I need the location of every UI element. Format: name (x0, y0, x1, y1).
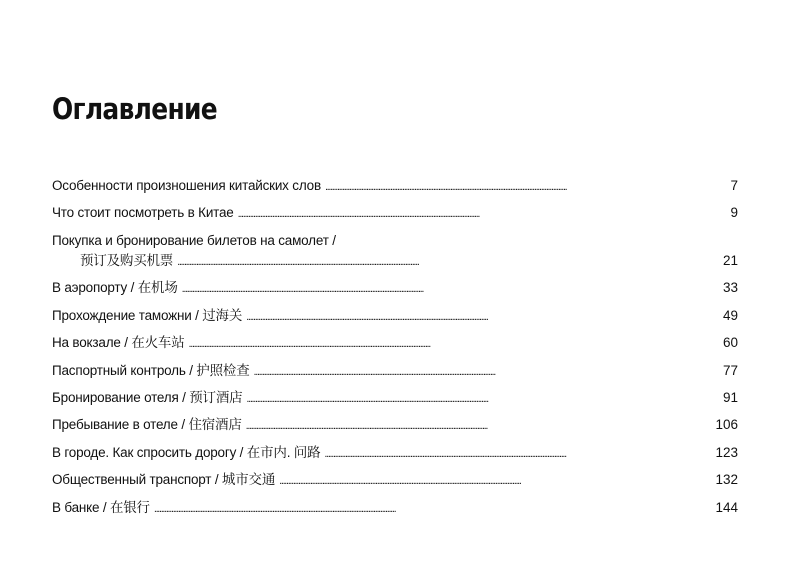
toc-entry (52, 176, 738, 203)
toc-entry (52, 388, 738, 415)
toc-page-number: 132 (715, 472, 738, 488)
toc-entry-title: Что стоит посмотреть в Китае (52, 205, 234, 221)
toc-entry-continuation-line (52, 251, 738, 271)
page-title: Оглавление (52, 92, 218, 126)
toc-entry (52, 231, 738, 279)
toc-page-number: 91 (722, 389, 738, 405)
toc-entry-line (52, 231, 738, 251)
toc-entry-title-continuation: 预订及购买机票 (80, 252, 174, 268)
toc-page-number: 123 (715, 444, 738, 460)
dot-leader (177, 251, 719, 272)
toc-entry (52, 333, 738, 360)
toc-page-number: 21 (722, 252, 738, 268)
dot-leader (325, 176, 727, 197)
toc-entry (52, 498, 738, 525)
toc-entry (52, 443, 738, 470)
dot-leader (324, 443, 711, 464)
toc-entry (52, 361, 738, 388)
toc-entry-title: Прохождение таможни / 过海关 (52, 307, 243, 323)
toc-entry-line (52, 388, 738, 408)
dot-leader (279, 470, 711, 491)
toc-page-number: 33 (722, 280, 738, 296)
toc-entry-title: В банке / 在银行 (52, 499, 150, 515)
toc-entry-line (52, 176, 738, 196)
toc-entry-title: Особенности произношения китайских слов (52, 178, 321, 193)
toc-entry-title: Покупка и бронирование билетов на самолет / (52, 232, 336, 248)
toc-entry-line (52, 333, 738, 353)
toc-entry (52, 203, 738, 230)
toc-page-number: 106 (715, 417, 738, 433)
toc-entry-title: Пребывание в отеле / 住宿酒店 (52, 417, 242, 433)
dot-leader (246, 415, 712, 436)
toc-entry-line (52, 361, 738, 381)
toc-page-number: 49 (722, 307, 738, 323)
toc-page-number: 144 (715, 499, 738, 515)
toc-entry-title: Бронирование отеля / 预订酒店 (52, 389, 243, 405)
toc-entry (52, 415, 738, 442)
table-of-contents (52, 176, 738, 525)
dot-leader (254, 361, 719, 382)
toc-entry-title: В аэропорту / 在机场 (52, 280, 178, 296)
toc-entry-line (52, 203, 738, 223)
toc-entry-line (52, 443, 738, 463)
toc-entry-line (52, 415, 738, 435)
dot-leader (246, 306, 719, 327)
toc-page-number: 9 (730, 205, 738, 221)
toc-entry-line (52, 498, 738, 518)
toc-entry-title: На вокзале / 在火车站 (52, 335, 185, 351)
toc-entry-title: Паспортный контроль / 护照检查 (52, 362, 250, 378)
toc-page-number: 7 (730, 178, 738, 193)
toc-page-number: 60 (722, 335, 738, 351)
toc-entry-line (52, 306, 738, 326)
toc-entry (52, 470, 738, 497)
toc-entry (52, 306, 738, 333)
dot-leader (246, 388, 719, 409)
toc-page-number: 77 (722, 362, 738, 378)
toc-entry-line (52, 470, 738, 490)
dot-leader (189, 333, 719, 354)
toc-entry-title: В городе. Как спросить дорогу / 在市内. 问路 (52, 444, 321, 460)
toc-entry-line (52, 278, 738, 298)
toc-entry-title: Общественный транспорт / 城市交通 (52, 472, 276, 488)
dot-leader (182, 278, 719, 299)
dot-leader (238, 203, 727, 224)
toc-entry (52, 278, 738, 305)
dot-leader (154, 498, 712, 519)
